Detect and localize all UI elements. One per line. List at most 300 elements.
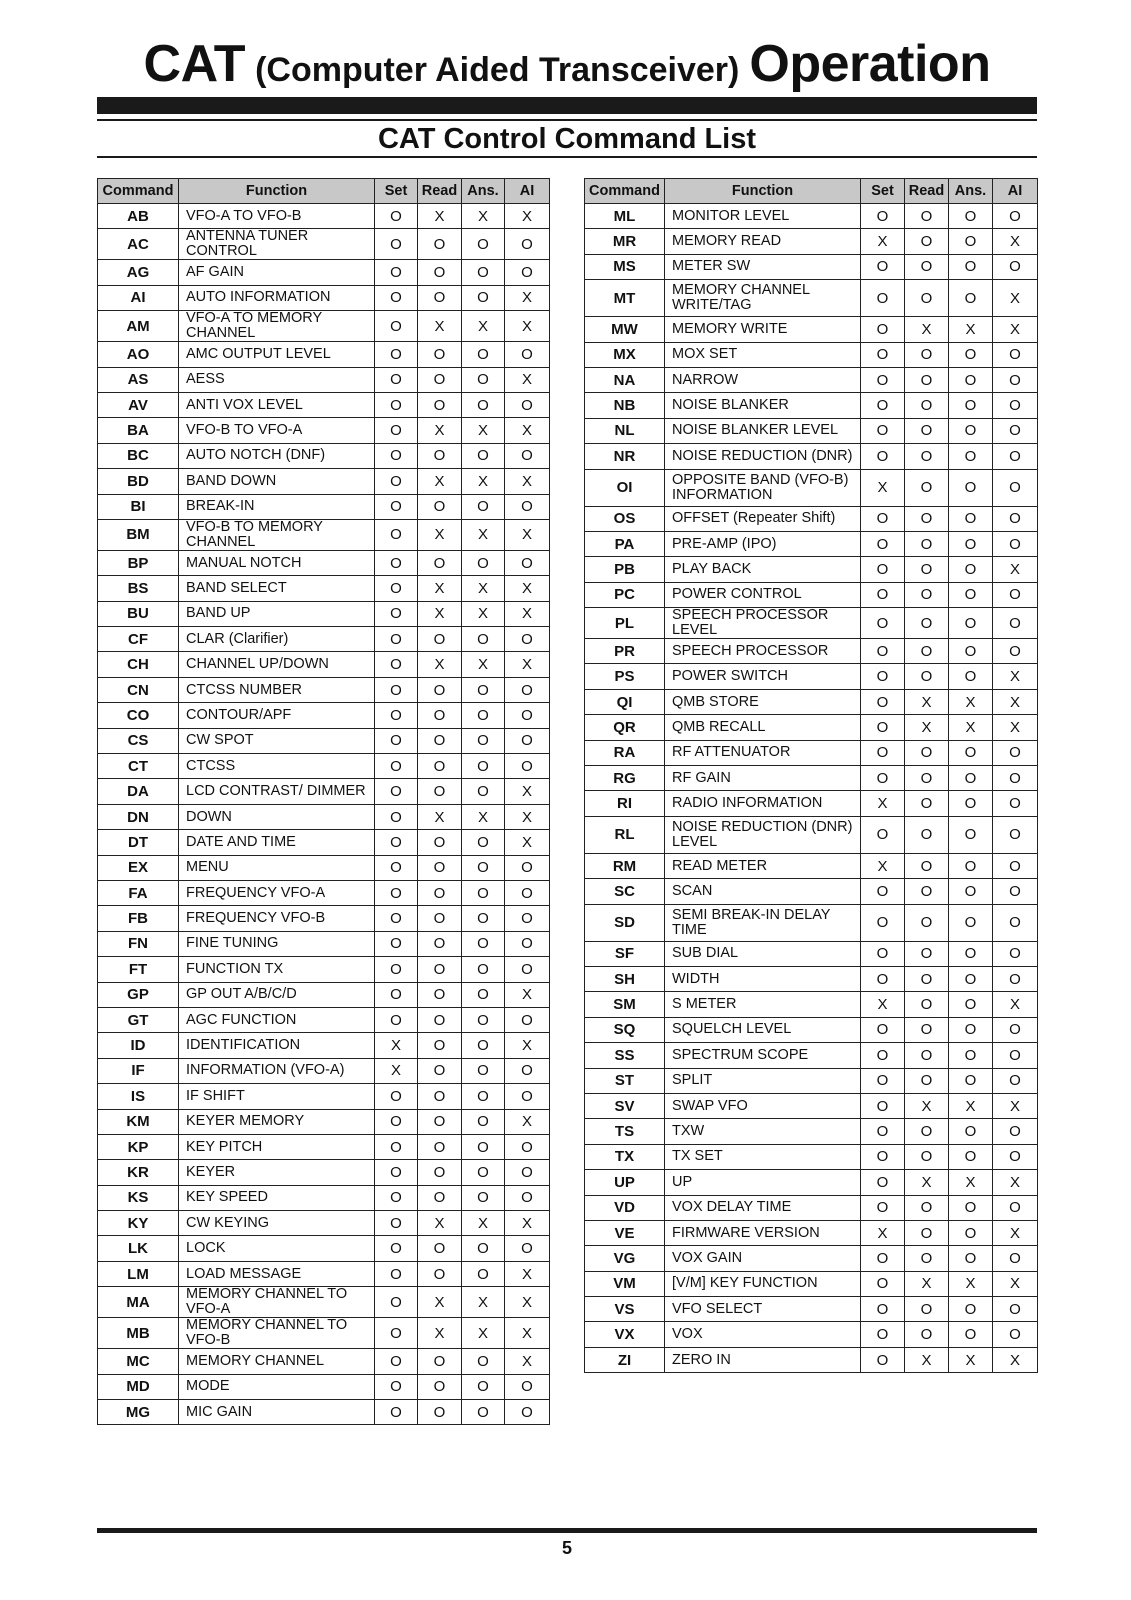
ans-mark: O	[949, 531, 993, 556]
set-mark: O	[375, 906, 418, 931]
table-row	[585, 582, 1038, 607]
table-row	[585, 280, 1038, 317]
set-mark: O	[375, 550, 418, 575]
ans-mark: O	[949, 639, 993, 664]
ans-mark: O	[949, 254, 993, 279]
function-name: PRE-AMP (IPO)	[665, 531, 861, 556]
ai-mark: O	[993, 966, 1038, 991]
function-name: MOX SET	[665, 342, 861, 367]
ans-mark: O	[949, 608, 993, 639]
set-mark: O	[861, 280, 905, 317]
command-code: PL	[585, 608, 665, 639]
command-code: CN	[98, 677, 179, 702]
ans-mark: O	[462, 703, 505, 728]
table-row	[98, 931, 550, 956]
set-mark: X	[375, 1033, 418, 1058]
ai-mark: O	[993, 816, 1038, 853]
read-mark: O	[418, 1058, 462, 1083]
set-mark: O	[375, 1185, 418, 1210]
ans-mark: X	[462, 519, 505, 550]
table-row	[98, 1134, 550, 1159]
command-code: IS	[98, 1084, 179, 1109]
table-row	[585, 469, 1038, 506]
function-name: QMB RECALL	[665, 715, 861, 740]
header-ans: Ans.	[462, 179, 505, 204]
function-name: AUTO INFORMATION	[179, 285, 375, 310]
ans-mark: O	[462, 677, 505, 702]
command-code: IF	[98, 1058, 179, 1083]
function-name: CLAR (Clarifier)	[179, 627, 375, 652]
ans-mark: O	[949, 816, 993, 853]
read-mark: O	[418, 1349, 462, 1374]
function-name: TX SET	[665, 1144, 861, 1169]
read-mark: O	[905, 229, 949, 254]
command-code: QR	[585, 715, 665, 740]
set-mark: O	[861, 1347, 905, 1372]
ai-mark: O	[505, 1185, 550, 1210]
function-name: IF SHIFT	[179, 1084, 375, 1109]
ai-mark: X	[505, 418, 550, 443]
header-read: Read	[418, 179, 462, 204]
ai-mark: O	[993, 608, 1038, 639]
command-code: TX	[585, 1144, 665, 1169]
table-row	[98, 469, 550, 494]
read-mark: O	[905, 418, 949, 443]
table-row	[585, 1322, 1038, 1347]
table-row	[585, 816, 1038, 853]
function-name: CW SPOT	[179, 728, 375, 753]
header-set: Set	[375, 179, 418, 204]
function-name: DOWN	[179, 804, 375, 829]
ans-mark: O	[462, 1109, 505, 1134]
ai-mark: O	[505, 1236, 550, 1261]
read-mark: O	[418, 550, 462, 575]
command-code: NL	[585, 418, 665, 443]
set-mark: O	[861, 444, 905, 469]
ans-mark: O	[949, 1068, 993, 1093]
command-code: VS	[585, 1297, 665, 1322]
table-row	[585, 204, 1038, 229]
function-name: OPPOSITE BAND (VFO-B) INFORMATION	[665, 469, 861, 506]
function-name: QMB STORE	[665, 689, 861, 714]
read-mark: X	[418, 652, 462, 677]
command-table-right	[584, 178, 1038, 1373]
read-mark: O	[905, 557, 949, 582]
set-mark: O	[375, 1236, 418, 1261]
function-name: MENU	[179, 855, 375, 880]
ai-mark: O	[993, 766, 1038, 791]
ans-mark: O	[949, 791, 993, 816]
set-mark: O	[861, 966, 905, 991]
ai-mark: X	[993, 689, 1038, 714]
ans-mark: O	[462, 1400, 505, 1425]
read-mark: O	[905, 444, 949, 469]
ai-mark: O	[993, 367, 1038, 392]
command-code: SF	[585, 941, 665, 966]
command-code: ID	[98, 1033, 179, 1058]
header-function: Function	[665, 179, 861, 204]
command-code: LM	[98, 1261, 179, 1286]
command-code: VM	[585, 1271, 665, 1296]
command-code: BC	[98, 443, 179, 468]
read-mark: O	[905, 1043, 949, 1068]
read-mark: X	[905, 1093, 949, 1118]
function-name: MEMORY CHANNEL WRITE/TAG	[665, 280, 861, 317]
ai-mark: O	[505, 855, 550, 880]
function-name: ANTI VOX LEVEL	[179, 392, 375, 417]
ans-mark: O	[462, 855, 505, 880]
set-mark: X	[861, 992, 905, 1017]
function-name: SPECTRUM SCOPE	[665, 1043, 861, 1068]
table-row	[585, 664, 1038, 689]
set-mark: O	[375, 443, 418, 468]
read-mark: O	[418, 1134, 462, 1159]
function-name: VOX DELAY TIME	[665, 1195, 861, 1220]
table-row	[98, 1211, 550, 1236]
page-number: 5	[561, 1538, 572, 1558]
function-name: MEMORY READ	[665, 229, 861, 254]
command-code: MX	[585, 342, 665, 367]
set-mark: O	[861, 1093, 905, 1118]
set-mark: O	[375, 1007, 418, 1032]
function-name: PLAY BACK	[665, 557, 861, 582]
table-row	[585, 941, 1038, 966]
table-row	[98, 576, 550, 601]
table-row	[98, 1185, 550, 1210]
title-cat: CAT	[143, 35, 246, 93]
read-mark: O	[418, 855, 462, 880]
command-code: SS	[585, 1043, 665, 1068]
set-mark: X	[861, 229, 905, 254]
set-mark: O	[375, 652, 418, 677]
set-mark: O	[375, 1160, 418, 1185]
command-code: MT	[585, 280, 665, 317]
function-name: KEYER	[179, 1160, 375, 1185]
ans-mark: X	[462, 1318, 505, 1349]
header-read: Read	[905, 179, 949, 204]
header-command: Command	[98, 179, 179, 204]
command-code: RA	[585, 740, 665, 765]
function-name: TXW	[665, 1119, 861, 1144]
function-name: POWER SWITCH	[665, 664, 861, 689]
set-mark: O	[375, 392, 418, 417]
set-mark: O	[375, 204, 418, 229]
function-name: FUNCTION TX	[179, 957, 375, 982]
command-code: NB	[585, 393, 665, 418]
command-code: PB	[585, 557, 665, 582]
command-code: AO	[98, 342, 179, 367]
table-row	[98, 880, 550, 905]
set-mark: O	[861, 531, 905, 556]
table-row	[585, 1170, 1038, 1195]
ai-mark: O	[993, 469, 1038, 506]
command-code: PC	[585, 582, 665, 607]
function-name: FREQUENCY VFO-A	[179, 880, 375, 905]
set-mark: O	[861, 1170, 905, 1195]
table-row	[98, 601, 550, 626]
set-mark: O	[375, 469, 418, 494]
ans-mark: O	[949, 1220, 993, 1245]
read-mark: O	[905, 506, 949, 531]
ai-mark: X	[505, 1033, 550, 1058]
set-mark: O	[861, 879, 905, 904]
command-code: BU	[98, 601, 179, 626]
command-code: AG	[98, 260, 179, 285]
ans-mark: O	[462, 830, 505, 855]
set-mark: O	[861, 608, 905, 639]
function-name: DATE AND TIME	[179, 830, 375, 855]
ans-mark: O	[949, 966, 993, 991]
ans-mark: O	[462, 1134, 505, 1159]
function-name: MONITOR LEVEL	[665, 204, 861, 229]
ai-mark: X	[505, 1349, 550, 1374]
function-name: AESS	[179, 367, 375, 392]
ans-mark: O	[462, 931, 505, 956]
set-mark: O	[861, 367, 905, 392]
read-mark: O	[905, 766, 949, 791]
ai-mark: O	[505, 1400, 550, 1425]
ai-mark: O	[505, 260, 550, 285]
command-code: RG	[585, 766, 665, 791]
read-mark: O	[418, 1007, 462, 1032]
function-name: OFFSET (Repeater Shift)	[665, 506, 861, 531]
title-bar	[97, 97, 1037, 114]
command-code: SM	[585, 992, 665, 1017]
function-name: BAND UP	[179, 601, 375, 626]
function-name: MIC GAIN	[179, 1400, 375, 1425]
read-mark: O	[418, 754, 462, 779]
command-code: FA	[98, 880, 179, 905]
ans-mark: O	[949, 469, 993, 506]
ai-mark: O	[993, 1246, 1038, 1271]
ans-mark: X	[462, 652, 505, 677]
set-mark: O	[861, 418, 905, 443]
function-name: KEYER MEMORY	[179, 1109, 375, 1134]
set-mark: O	[375, 1400, 418, 1425]
ai-mark: X	[505, 576, 550, 601]
read-mark: O	[905, 1119, 949, 1144]
function-name: KEY SPEED	[179, 1185, 375, 1210]
ans-mark: O	[462, 1058, 505, 1083]
table-row	[585, 766, 1038, 791]
function-name: MEMORY WRITE	[665, 317, 861, 342]
set-mark: O	[375, 601, 418, 626]
ans-mark: O	[949, 367, 993, 392]
set-mark: X	[861, 853, 905, 878]
table-row	[98, 367, 550, 392]
table-row	[585, 317, 1038, 342]
ans-mark: O	[462, 392, 505, 417]
ans-mark: O	[462, 982, 505, 1007]
set-mark: O	[861, 342, 905, 367]
table-row	[98, 1287, 550, 1318]
command-code: SV	[585, 1093, 665, 1118]
ans-mark: O	[462, 494, 505, 519]
set-mark: X	[861, 791, 905, 816]
read-mark: X	[418, 469, 462, 494]
ans-mark: O	[462, 906, 505, 931]
command-code: DT	[98, 830, 179, 855]
table-row	[585, 1271, 1038, 1296]
set-mark: O	[375, 1109, 418, 1134]
ai-mark: X	[505, 601, 550, 626]
command-code: AV	[98, 392, 179, 417]
set-mark: O	[861, 941, 905, 966]
table-row	[98, 1400, 550, 1425]
command-code: AS	[98, 367, 179, 392]
ai-mark: O	[505, 627, 550, 652]
read-mark: X	[418, 601, 462, 626]
function-name: UP	[665, 1170, 861, 1195]
function-name: AUTO NOTCH (DNF)	[179, 443, 375, 468]
function-name: FIRMWARE VERSION	[665, 1220, 861, 1245]
command-code: TS	[585, 1119, 665, 1144]
read-mark: X	[418, 804, 462, 829]
ans-mark: O	[949, 557, 993, 582]
command-code: CS	[98, 728, 179, 753]
ai-mark: O	[505, 957, 550, 982]
table-row	[98, 1084, 550, 1109]
ans-mark: O	[949, 664, 993, 689]
ai-mark: X	[993, 280, 1038, 317]
table-row	[585, 1017, 1038, 1042]
read-mark: O	[905, 1322, 949, 1347]
function-name: NOISE BLANKER	[665, 393, 861, 418]
set-mark: O	[375, 982, 418, 1007]
ai-mark: O	[505, 728, 550, 753]
read-mark: O	[905, 740, 949, 765]
set-mark: O	[375, 627, 418, 652]
set-mark: O	[861, 904, 905, 941]
read-mark: O	[418, 1160, 462, 1185]
read-mark: O	[905, 966, 949, 991]
ai-mark: X	[993, 715, 1038, 740]
command-code: SH	[585, 966, 665, 991]
ai-mark: O	[993, 531, 1038, 556]
ai-mark: O	[993, 1068, 1038, 1093]
header-ans: Ans.	[949, 179, 993, 204]
table-row	[585, 1195, 1038, 1220]
command-table-left	[97, 178, 550, 1425]
set-mark: O	[375, 677, 418, 702]
table-row	[585, 1068, 1038, 1093]
set-mark: O	[375, 418, 418, 443]
command-code: RM	[585, 853, 665, 878]
set-mark: O	[375, 855, 418, 880]
table-row	[98, 855, 550, 880]
table-row	[585, 1043, 1038, 1068]
command-code: QI	[585, 689, 665, 714]
function-name: NARROW	[665, 367, 861, 392]
ans-mark: O	[462, 550, 505, 575]
ans-mark: X	[462, 804, 505, 829]
command-code: RL	[585, 816, 665, 853]
function-name: MEMORY CHANNEL	[179, 1349, 375, 1374]
table-row	[98, 229, 550, 260]
table-row	[98, 779, 550, 804]
function-name: ANTENNA TUNER CONTROL	[179, 229, 375, 260]
table-row	[98, 392, 550, 417]
set-mark: O	[375, 728, 418, 753]
command-code: FB	[98, 906, 179, 931]
ans-mark: O	[949, 766, 993, 791]
ai-mark: O	[993, 204, 1038, 229]
table-row	[98, 1007, 550, 1032]
ai-mark: O	[505, 1160, 550, 1185]
function-name: SUB DIAL	[665, 941, 861, 966]
ai-mark: X	[993, 229, 1038, 254]
read-mark: O	[905, 879, 949, 904]
ai-mark: O	[993, 506, 1038, 531]
table-row	[585, 367, 1038, 392]
table-row	[585, 904, 1038, 941]
table-row	[98, 1349, 550, 1374]
read-mark: O	[905, 791, 949, 816]
ai-mark: X	[505, 1287, 550, 1318]
ai-mark: O	[505, 342, 550, 367]
function-name: LOAD MESSAGE	[179, 1261, 375, 1286]
command-code: UP	[585, 1170, 665, 1195]
function-name: AGC FUNCTION	[179, 1007, 375, 1032]
table-row	[98, 1374, 550, 1399]
function-name: FREQUENCY VFO-B	[179, 906, 375, 931]
read-mark: O	[905, 904, 949, 941]
function-name: BAND SELECT	[179, 576, 375, 601]
function-name: POWER CONTROL	[665, 582, 861, 607]
read-mark: O	[905, 254, 949, 279]
table-row	[585, 254, 1038, 279]
table-row	[98, 754, 550, 779]
read-mark: X	[418, 576, 462, 601]
table-row	[98, 1058, 550, 1083]
table-row	[585, 639, 1038, 664]
ai-mark: X	[993, 664, 1038, 689]
read-mark: O	[905, 531, 949, 556]
set-mark: O	[375, 1261, 418, 1286]
ai-mark: X	[505, 519, 550, 550]
function-name: INFORMATION (VFO-A)	[179, 1058, 375, 1083]
ans-mark: O	[949, 1246, 993, 1271]
set-mark: O	[861, 1271, 905, 1296]
command-code: KR	[98, 1160, 179, 1185]
ai-mark: O	[993, 1297, 1038, 1322]
ans-mark: O	[949, 1043, 993, 1068]
ans-mark: O	[949, 1297, 993, 1322]
command-code: VD	[585, 1195, 665, 1220]
ai-mark: X	[993, 1347, 1038, 1372]
ai-mark: O	[993, 1043, 1038, 1068]
ans-mark: X	[949, 1093, 993, 1118]
table-header-row	[585, 179, 1038, 204]
ans-mark: O	[949, 393, 993, 418]
ans-mark: O	[462, 1185, 505, 1210]
function-name: CHANNEL UP/DOWN	[179, 652, 375, 677]
table-row	[98, 494, 550, 519]
command-code: MW	[585, 317, 665, 342]
ans-mark: O	[949, 444, 993, 469]
function-name: MEMORY CHANNEL TO VFO-B	[179, 1318, 375, 1349]
command-code: BM	[98, 519, 179, 550]
function-name: CW KEYING	[179, 1211, 375, 1236]
ai-mark: X	[505, 469, 550, 494]
function-name: S METER	[665, 992, 861, 1017]
table-row	[585, 506, 1038, 531]
ans-mark: O	[462, 627, 505, 652]
set-mark: O	[861, 557, 905, 582]
function-name: MANUAL NOTCH	[179, 550, 375, 575]
ai-mark: O	[993, 1119, 1038, 1144]
read-mark: O	[905, 367, 949, 392]
